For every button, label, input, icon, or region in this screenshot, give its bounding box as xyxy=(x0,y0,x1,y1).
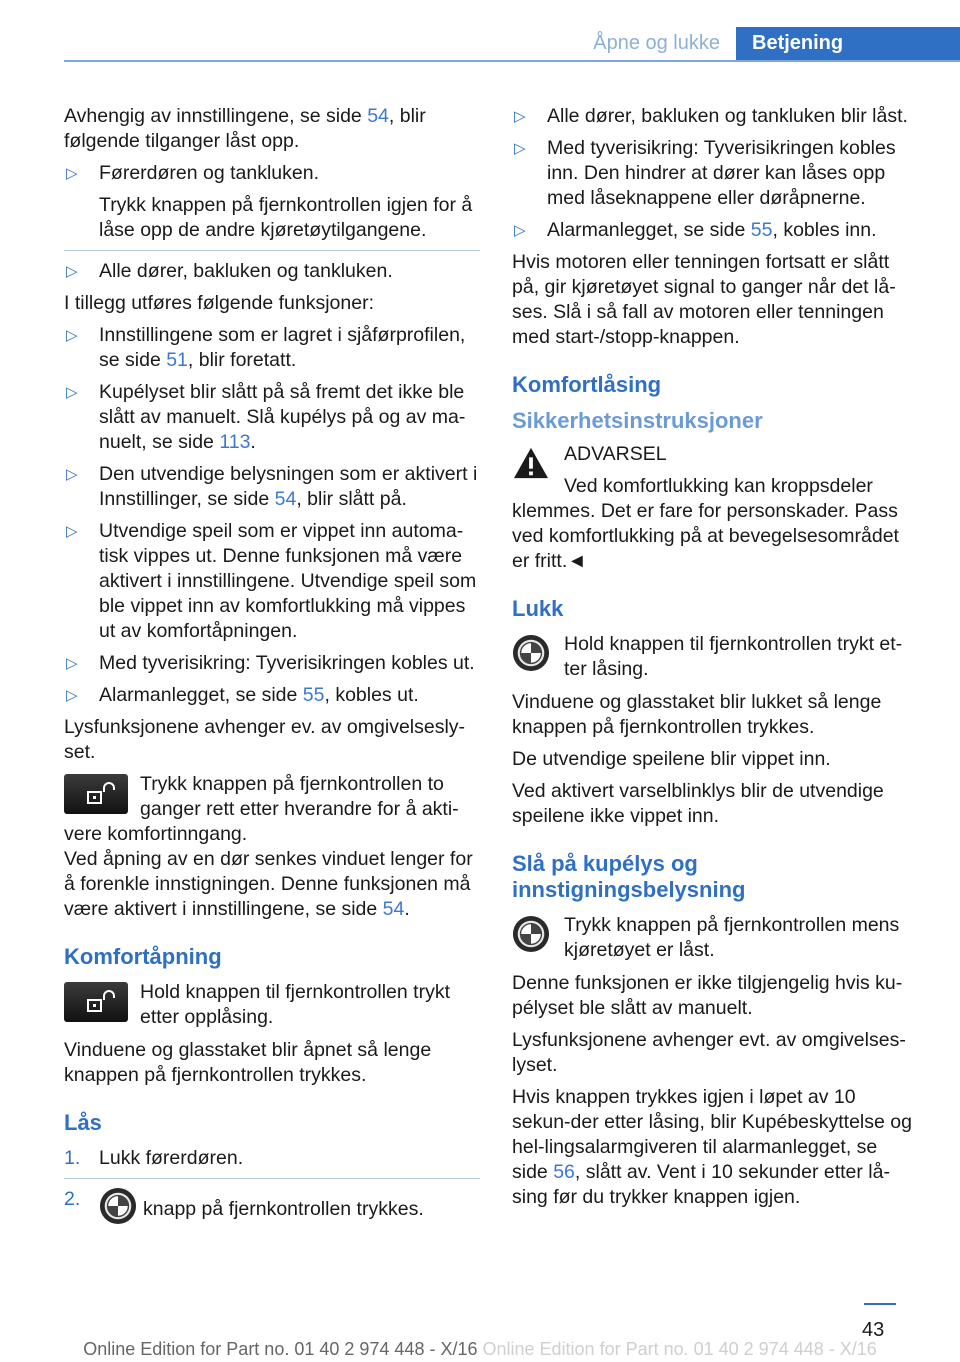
list-item: ▷ Innstillingene som er lagret i sjåførprofilen, se side 51, blir foretatt. xyxy=(66,324,466,371)
list-item: ▷ Alle dører, bakluken og tankluken. xyxy=(66,260,393,282)
page-link[interactable]: 55 xyxy=(750,219,773,241)
divider xyxy=(64,250,480,251)
left-column xyxy=(64,104,480,1232)
heading-safety: Sikkerhetsinstruksjoner xyxy=(512,408,763,433)
header-section: Åpne og lukke xyxy=(593,32,720,54)
page-link[interactable]: 113 xyxy=(219,431,251,453)
bmw-button-icon xyxy=(512,915,550,953)
step-item: 2. knapp på fjernkontrollen trykkes. xyxy=(64,1187,480,1225)
header-rule xyxy=(64,60,960,62)
light-dependency: Lysfunksjonene avhenger ev. av omgivelsesly-set. xyxy=(64,716,466,763)
unlock-button-icon xyxy=(64,982,128,1022)
engine-on-note: Hvis motoren eller tenningen fortsatt er slått på, gir kjøretøyet signal to ganger når det lå-ses. Slå i så fall av motoren eller tenningen med start-/stopp-knappen. xyxy=(512,251,896,348)
unlock-button-icon xyxy=(64,774,128,814)
page-link[interactable]: 55 xyxy=(302,684,325,706)
heading-las: Lås xyxy=(64,1110,102,1135)
additional-functions: I tillegg utføres følgende funksjoner: xyxy=(64,292,374,314)
bullet-icon: ▷ xyxy=(514,222,526,239)
footer: Online Edition for Part no. 01 40 2 974 448 - X/16 Online Edition for Part no. 01 40 2 974 448 - X/16 xyxy=(83,1339,877,1359)
header-chapter: Betjening xyxy=(736,27,960,60)
close-block: Hold knappen til fjernkontrollen trykt et-ter låsing. xyxy=(512,632,912,682)
unlock-intro: Avhengig av innstillingene, se side 54, blir følgende tilganger låst opp. xyxy=(64,105,426,152)
divider xyxy=(64,1178,480,1179)
windows-close: Vinduene og glasstaket blir lukket så lenge knappen på fjernkontrollen trykkes. xyxy=(512,691,882,738)
list-item: ▷ Utvendige speil som er vippet inn automa-tisk vippes ut. Denne funksjonen må være aktivert i innstillingene. Utvendige speil som ble vippet inn av komfortlukking må vippes ut av komfortåpningen. xyxy=(66,520,477,642)
page-number: 43 xyxy=(862,1319,885,1341)
not-available-note: Denne funksjonen er ikke tilgjengelig hvis ku-pélyset ble slått av manuelt. xyxy=(512,972,903,1019)
heading-komfortlasing: Komfortlåsing xyxy=(512,372,662,397)
heading-komfortapning: Komfortåpning xyxy=(64,944,222,969)
press-again-note: Hvis knappen trykkes igjen i løpet av 10 sekun-der etter låsing, blir Kupébeskyttelse og hel-lingsalarmgiveren til alarmanlegget, se side 56, slått av. Vent i 10 sekunder etter lå-sing før du trykker knappen igjen. xyxy=(512,1086,912,1208)
page-link[interactable]: 54 xyxy=(274,488,297,510)
list-item: ▷ Førerdøren og tankluken. xyxy=(66,162,320,184)
open-door-note: Ved åpning av en dør senkes vinduet lenger for å forenkle innstigningen. Denne funksjonen må være aktivert i innstillingene, se side 54. xyxy=(64,848,473,920)
bullet-icon: ▷ xyxy=(66,263,78,280)
list-item: ▷ Den utvendige belysningen som er aktivert i Innstillinger, se side 54, blir slått på. xyxy=(66,463,478,510)
list-item: ▷ Alarmanlegget, se side 55, kobles ut. xyxy=(66,684,419,706)
page-link[interactable]: 51 xyxy=(166,349,188,371)
page-number-rule xyxy=(864,1303,896,1305)
heading-interior-light: Slå på kupélys og innstigningsbelysning xyxy=(512,851,746,902)
hazard-note: Ved aktivert varselblinklys blir de utvendige speilene ikke vippet inn. xyxy=(512,780,884,827)
warning-icon xyxy=(512,446,550,480)
bullet-icon: ▷ xyxy=(514,108,526,125)
bullet-icon: ▷ xyxy=(66,687,78,704)
list-item-note: Trykk knappen på fjernkontrollen igjen for å låse opp de andre kjøretøytilgangene. xyxy=(99,194,473,241)
mirrors-in: De utvendige speilene blir vippet inn. xyxy=(512,748,831,770)
bmw-button-icon xyxy=(99,1187,137,1225)
press-twice-block: Trykk knappen på fjernkontrollen to ganger rett etter hverandre for å akti-vere komfortinngang. xyxy=(64,773,459,845)
bullet-icon: ▷ xyxy=(66,327,78,344)
list-item: ▷ Kupélyset blir slått på så fremt det ikke ble slått av manuelt. Slå kupélys på og av ma-nuelt, se side 113. xyxy=(66,381,466,453)
light-dependency: Lysfunksjonene avhenger evt. av omgivelses-lyset. xyxy=(512,1029,906,1076)
warning-text: Ved komfortlukking kan kroppsdeler klemmes. Det er fare for personskader. Pass ved komfortlukking på at bevegelsesområdet er fritt.◄ xyxy=(512,475,899,572)
list-item: ▷ Med tyverisikring: Tyverisikringen kobles inn. Den hindrer at dører kan låses opp med låseknappene eller døråpnerne. xyxy=(514,137,896,209)
warning-label: ADVARSEL xyxy=(564,443,667,465)
step-item: 1. Lukk førerdøren. xyxy=(64,1147,244,1169)
heading-lukk: Lukk xyxy=(512,596,564,621)
list-item: ▷ Alarmanlegget, se side 55, kobles inn. xyxy=(514,219,877,241)
list-item: ▷ Med tyverisikring: Tyverisikringen kobles ut. xyxy=(66,652,475,674)
windows-open: Vinduene og glasstaket blir åpnet så lenge knappen på fjernkontrollen trykkes. xyxy=(64,1039,432,1086)
bullet-icon: ▷ xyxy=(66,165,78,182)
page-link[interactable]: 54 xyxy=(382,898,405,920)
page-link[interactable]: 54 xyxy=(367,105,389,127)
bullet-icon: ▷ xyxy=(514,140,526,157)
bmw-button-icon xyxy=(512,634,550,672)
bullet-icon: ▷ xyxy=(66,655,78,672)
page-link[interactable]: 56 xyxy=(553,1161,575,1183)
bullet-icon: ▷ xyxy=(66,523,78,540)
komfort-open-block: Hold knappen til fjernkontrollen trykt etter opplåsing. xyxy=(64,980,480,1030)
warning-block xyxy=(512,442,912,574)
list-item: ▷ Alle dører, bakluken og tankluken blir låst. xyxy=(514,105,908,127)
right-column xyxy=(512,104,912,1217)
bullet-icon: ▷ xyxy=(66,384,78,401)
interior-block: Trykk knappen på fjernkontrollen mens kjøretøyet er låst. xyxy=(512,913,912,963)
bullet-icon: ▷ xyxy=(66,466,78,483)
